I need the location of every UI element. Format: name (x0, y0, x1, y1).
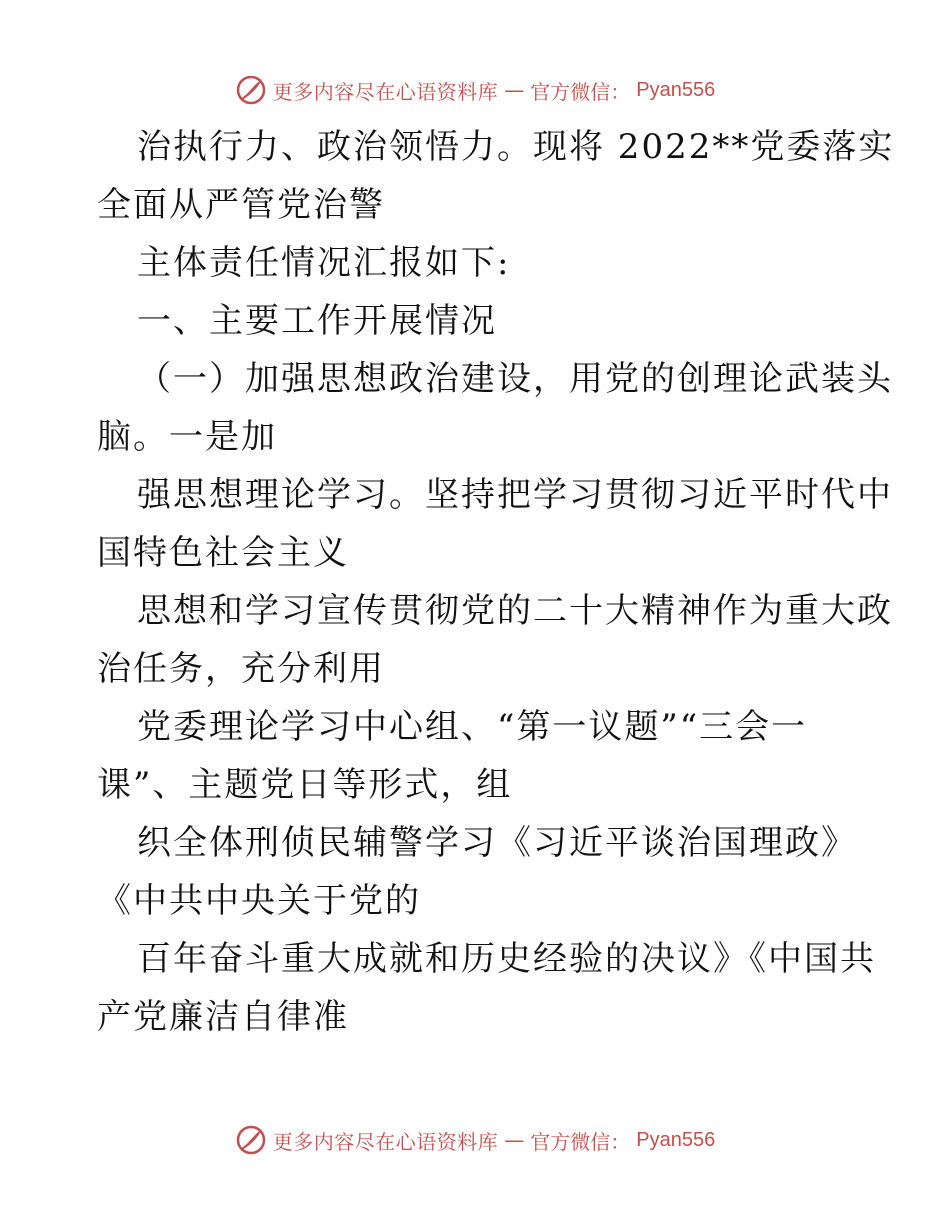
body-line: 治任务，充分利用 (97, 649, 385, 689)
feather-pen-circle-icon (235, 1124, 267, 1156)
body-line: 全面从严管党治警 (97, 185, 385, 225)
section-heading: 一、主要工作开展情况 (137, 301, 497, 341)
body-line: 百年奋斗重大成就和历史经验的决议》《中国共 (137, 939, 876, 979)
body-line: 主体责任情况汇报如下: (137, 243, 511, 283)
body-line: 思想和学习宣传贯彻党的二十大精神作为重大政 (137, 591, 893, 631)
body-line: （一）加强思想政治建设，用党的创理论武装头 (137, 359, 893, 399)
body-line: 《中共中央关于党的 (97, 881, 421, 921)
body-line: 脑。一是加 (97, 417, 277, 457)
body-line: 强思想理论学习。坚持把学习贯彻习近平时代中 (137, 475, 893, 515)
footer-wechat-label: 官方微信： (530, 1129, 631, 1154)
header-banner-text: 更多内容尽在心语资料库 (272, 79, 499, 104)
body-line: 党委理论学习中心组、“第一议题”“三会一 (137, 707, 808, 747)
footer-watermark-banner (0, 1122, 950, 1158)
header-banner-dash: — (504, 78, 525, 102)
header-watermark-banner (0, 72, 950, 108)
body-line: 产党廉洁自律准 (97, 997, 349, 1037)
footer-wechat-id: Pyan556 (636, 1128, 716, 1151)
header-wechat-label: 官方微信： (530, 79, 631, 104)
body-line: 课”、主题党日等形式，组 (97, 765, 513, 805)
header-wechat-id: Pyan556 (636, 78, 716, 101)
body-line: 治执行力、政治领悟力。现将 2022**党委落实 (137, 127, 895, 167)
footer-banner-text: 更多内容尽在心语资料库 (272, 1129, 499, 1154)
document-body (97, 118, 895, 1046)
feather-pen-circle-icon (235, 74, 267, 106)
footer-banner-dash: — (504, 1128, 525, 1152)
body-line: 国特色社会主义 (97, 533, 349, 573)
body-line: 织全体刑侦民辅警学习《习近平谈治国理政》 (137, 823, 857, 863)
